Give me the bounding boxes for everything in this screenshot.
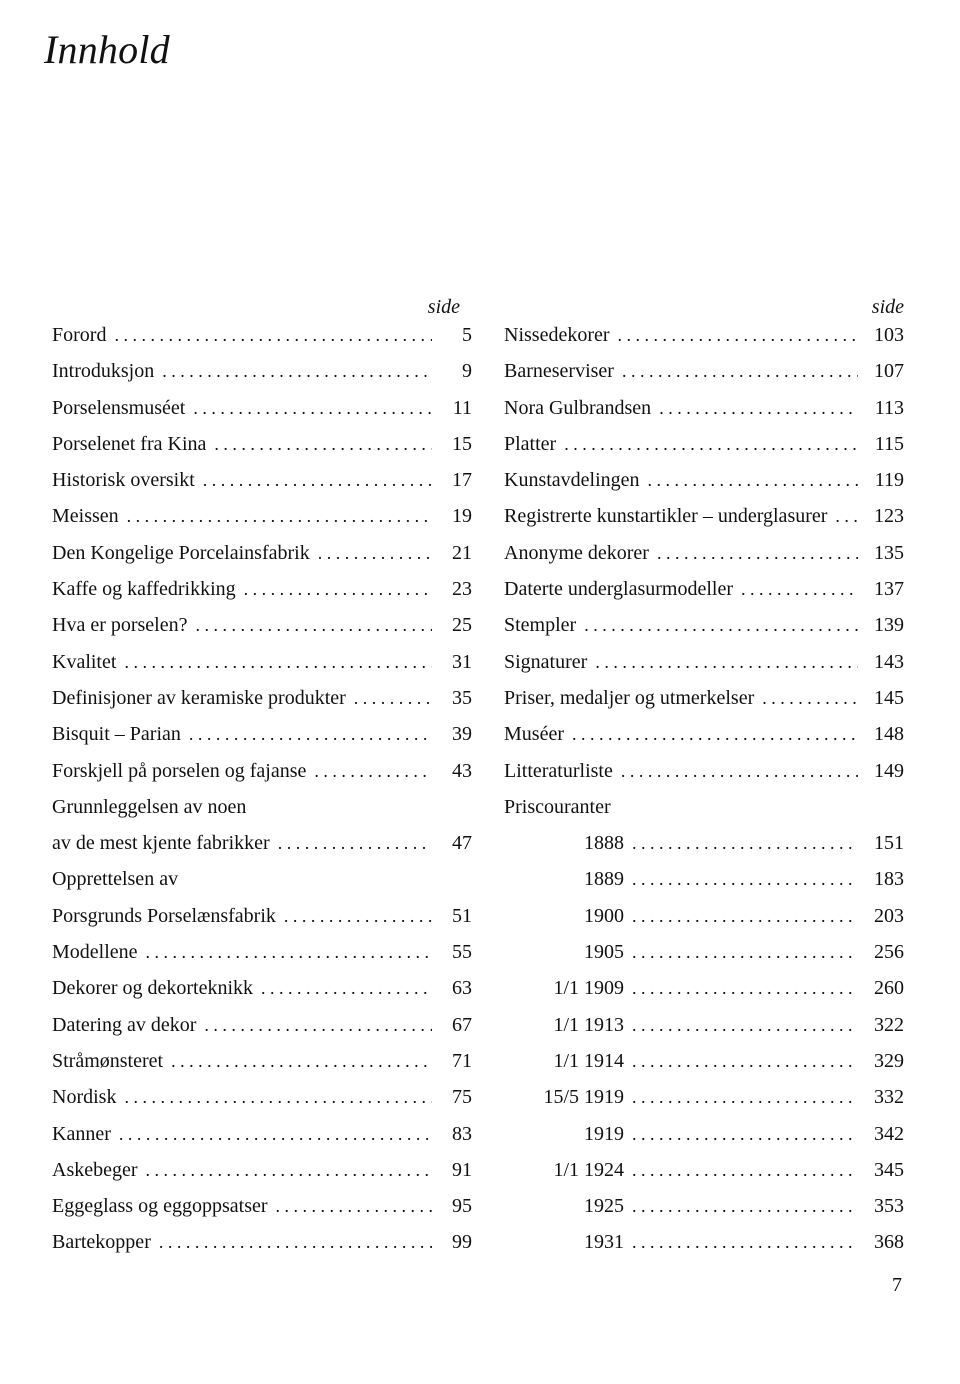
toc-entry-title: Eggeglass og eggoppsatser: [52, 1195, 268, 1218]
toc-entry-page: 256: [874, 941, 904, 964]
toc-entry-page: 329: [874, 1049, 904, 1072]
toc-entry: [52, 941, 472, 977]
toc-leader-dots: [214, 434, 432, 455]
toc-entry: [52, 868, 472, 904]
toc-entry: [504, 723, 904, 759]
toc-entry-page: 75: [452, 1086, 472, 1109]
priscourant-entry: [504, 905, 904, 941]
toc-entry-title: Porselensmuséet: [52, 396, 186, 419]
toc-entry-title: Kvalitet: [52, 650, 117, 673]
toc-entry-title: Registrerte kunstartikler – underglasurer: [504, 505, 828, 528]
toc-entry: [52, 469, 472, 505]
toc-entry: [52, 1014, 472, 1050]
toc-entry-page: 345: [874, 1158, 904, 1181]
toc-entry-title: Porsgrunds Porselænsfabrik: [52, 904, 276, 927]
toc-entry: [504, 614, 904, 650]
toc-entry-page: 368: [874, 1231, 904, 1254]
toc-entry-page: 107: [874, 360, 904, 383]
priscourant-entry: [504, 977, 904, 1013]
toc-entry-page: 113: [874, 396, 904, 419]
toc-leader-dots: [632, 1087, 858, 1108]
toc-right-column: [504, 296, 904, 1268]
toc-left-column: [52, 296, 472, 1268]
toc-entry-page: 99: [452, 1231, 472, 1254]
toc-entry-title: 1919: [584, 1122, 624, 1145]
toc-entry-title: Grunnleggelsen av noen: [52, 795, 247, 818]
side-label-right: side: [871, 296, 904, 318]
toc-entry: [52, 796, 472, 832]
toc-leader-dots: [127, 506, 432, 527]
toc-leader-dots: [124, 652, 432, 673]
toc-entry: [52, 687, 472, 723]
toc-entry-page: 149: [874, 759, 904, 782]
toc-entry-title: 1/1 1914: [553, 1049, 624, 1072]
priscourant-entry: [504, 941, 904, 977]
toc-leader-dots: [314, 761, 432, 782]
toc-entry-page: 123: [874, 505, 904, 528]
toc-entry-title: Dekorer og dekorteknikk: [52, 977, 254, 1000]
toc-entry-title: Introduksjon: [52, 360, 155, 383]
toc-leader-dots: [284, 906, 432, 927]
toc-entry: [52, 505, 472, 541]
priscourant-entry: [504, 1195, 904, 1231]
toc-entry-title: Signaturer: [504, 650, 588, 673]
toc-entry-title: 1/1 1913: [553, 1013, 624, 1036]
toc-entry-title: Hva er porselen?: [52, 614, 188, 637]
toc-entry-title: Forord: [52, 324, 107, 346]
toc-entry-title: Platter: [504, 432, 557, 455]
toc-entry: [52, 977, 472, 1013]
toc-leader-dots: [632, 1160, 858, 1181]
toc-leader-dots: [835, 506, 858, 527]
toc-entry-title: Priscouranter: [504, 795, 611, 818]
toc-leader-dots: [119, 1124, 432, 1145]
toc-entry-title: Porselenet fra Kina: [52, 432, 207, 455]
toc-entry: [504, 469, 904, 505]
toc-entry: [52, 542, 472, 578]
toc-entry-page: 103: [874, 324, 904, 346]
toc-entry-page: 145: [874, 686, 904, 709]
toc-entry-page: 135: [874, 541, 904, 564]
priscourant-entry: [504, 1014, 904, 1050]
toc-entry-page: 5: [462, 324, 472, 346]
toc-entry-page: 91: [452, 1158, 472, 1181]
toc-leader-dots: [621, 761, 858, 782]
toc-entry: [52, 360, 472, 396]
toc-entry-title: 1925: [584, 1195, 624, 1218]
toc-entry-title: Nordisk: [52, 1086, 117, 1109]
toc-leader-dots: [204, 1015, 432, 1036]
toc-leader-dots: [114, 325, 432, 346]
toc-entry-title: 1/1 1909: [553, 977, 624, 1000]
toc-leader-dots: [261, 978, 432, 999]
toc-entry: [504, 324, 904, 360]
toc-entry-page: 71: [452, 1049, 472, 1072]
toc-leader-dots: [196, 615, 433, 636]
toc-leader-dots: [762, 688, 858, 709]
toc-leader-dots: [622, 361, 858, 382]
toc-entry-title: Askebeger: [52, 1158, 138, 1181]
toc-entry-page: 31: [452, 650, 472, 673]
toc-entry-title: 1900: [584, 904, 624, 927]
toc-entry-page: 148: [874, 723, 904, 746]
toc-leader-dots: [632, 942, 858, 963]
toc-entry-page: 139: [874, 614, 904, 637]
toc-entry-title: Anonyme dekorer: [504, 541, 649, 564]
toc-entry: [504, 433, 904, 469]
toc-entry-page: 83: [452, 1122, 472, 1145]
toc-entry-title: Kunstavdelingen: [504, 469, 640, 492]
toc-leader-dots: [618, 325, 858, 346]
toc-entry-page: 151: [874, 832, 904, 855]
toc-entry: [52, 832, 472, 868]
toc-leader-dots: [741, 579, 858, 600]
side-label-left: side: [427, 296, 460, 318]
toc-leader-dots: [648, 470, 858, 491]
toc-entry-page: 15: [452, 432, 472, 455]
toc-leader-dots: [193, 398, 432, 419]
toc-entry-page: 63: [452, 977, 472, 1000]
toc-entry: [52, 397, 472, 433]
toc-entry-page: 55: [452, 941, 472, 964]
priscouranter-list: [504, 832, 904, 1268]
toc-right-list: [504, 324, 904, 832]
toc-leader-dots: [632, 978, 858, 999]
toc-leader-dots: [572, 724, 858, 745]
priscourant-entry: [504, 1123, 904, 1159]
toc-leader-dots: [244, 579, 432, 600]
toc-entry: [504, 360, 904, 396]
toc-leader-dots: [632, 1196, 858, 1217]
toc-entry-title: Daterte underglasurmodeller: [504, 578, 733, 601]
toc-leader-dots: [146, 942, 432, 963]
toc-entry: [504, 542, 904, 578]
toc-entry-page: 25: [452, 614, 472, 637]
toc-entry-page: 17: [452, 469, 472, 492]
toc-entry-title: Kaffe og kaffedrikking: [52, 578, 236, 601]
toc-entry-title: Nissedekorer: [504, 324, 610, 346]
toc-entry: [504, 578, 904, 614]
toc-entry-page: 9: [462, 360, 472, 383]
toc-leader-dots: [659, 398, 858, 419]
toc-entry-page: 143: [874, 650, 904, 673]
priscourant-entry: [504, 1231, 904, 1267]
toc-entry: [52, 760, 472, 796]
toc-entry-title: Opprettelsen av: [52, 868, 179, 891]
toc-leader-dots: [318, 543, 432, 564]
priscourant-entry: [504, 1159, 904, 1195]
toc-entry-title: Litteraturliste: [504, 759, 613, 782]
toc-entry: [52, 1159, 472, 1195]
toc-leader-dots: [632, 833, 858, 854]
toc-leader-dots: [159, 1232, 432, 1253]
toc-entry-page: 23: [452, 578, 472, 601]
toc-leader-dots: [595, 652, 858, 673]
toc-leader-dots: [278, 833, 432, 854]
toc-entry-page: 67: [452, 1013, 472, 1036]
toc-entry-page: 11: [452, 396, 472, 419]
toc-entry-page: 353: [874, 1195, 904, 1218]
toc-entry-title: Nora Gulbrandsen: [504, 396, 652, 419]
priscourant-entry: [504, 1050, 904, 1086]
toc-entry-page: 51: [452, 904, 472, 927]
toc-entry-page: 342: [874, 1122, 904, 1145]
toc-entry-page: 19: [452, 505, 472, 528]
toc-entry-title: Den Kongelige Porcelainsfabrik: [52, 541, 310, 564]
toc-entry: [504, 505, 904, 541]
toc-entry: [504, 687, 904, 723]
toc-entry-page: 115: [874, 432, 904, 455]
toc-entry-page: 35: [452, 686, 472, 709]
toc-entry: [52, 324, 472, 360]
toc-entry-title: av de mest kjente fabrikker: [52, 832, 270, 855]
toc-leader-dots: [632, 1015, 858, 1036]
toc-entry-page: 137: [874, 578, 904, 601]
toc-entry-title: Kanner: [52, 1122, 111, 1145]
toc-leader-dots: [124, 1087, 432, 1108]
toc-entry-page: 203: [874, 904, 904, 927]
toc-entry: [504, 796, 904, 832]
toc-entry-page: 119: [874, 469, 904, 492]
toc-entry: [52, 578, 472, 614]
toc-leader-dots: [632, 1124, 858, 1145]
toc-leader-dots: [564, 434, 858, 455]
toc-leader-dots: [632, 1232, 858, 1253]
toc-entry-title: Muséer: [504, 723, 564, 746]
toc-entry-title: Priser, medaljer og utmerkelser: [504, 686, 755, 709]
toc-entry-title: Meissen: [52, 505, 119, 528]
toc-entry: [52, 1123, 472, 1159]
toc-entry: [52, 651, 472, 687]
toc-entry: [52, 1231, 472, 1267]
toc-entry-title: 1905: [584, 941, 624, 964]
page-title: Innhold: [44, 27, 170, 72]
toc-leader-dots: [171, 1051, 432, 1072]
toc-entry: [504, 760, 904, 796]
toc-entry-page: 183: [874, 868, 904, 891]
toc-entry-page: 21: [452, 541, 472, 564]
toc-entry: [504, 397, 904, 433]
toc-leader-dots: [146, 1160, 432, 1181]
toc-entry-page: 95: [452, 1195, 472, 1218]
toc-entry: [52, 433, 472, 469]
toc-entry-page: 322: [874, 1013, 904, 1036]
page-number: 7: [892, 1274, 902, 1296]
toc-entry-title: 1/1 1924: [553, 1158, 624, 1181]
toc-entry-title: Definisjoner av keramiske produkter: [52, 686, 346, 709]
toc-entry-page: 332: [874, 1086, 904, 1109]
toc-entry-title: 15/5 1919: [543, 1086, 624, 1109]
toc-entry: [52, 1086, 472, 1122]
toc-entry: [52, 723, 472, 759]
toc-entry-page: 260: [874, 977, 904, 1000]
toc-entry-title: Barneserviser: [504, 360, 614, 383]
toc-entry-page: 43: [452, 759, 472, 782]
toc-leader-dots: [189, 724, 432, 745]
toc-entry-title: Datering av dekor: [52, 1013, 197, 1036]
toc-entry-title: 1888: [584, 832, 624, 855]
toc-entry-page: 47: [452, 832, 472, 855]
toc-leader-dots: [276, 1196, 432, 1217]
toc-leader-dots: [584, 615, 858, 636]
priscourant-entry: [504, 1086, 904, 1122]
toc-leader-dots: [203, 470, 432, 491]
toc-entry-title: Bartekopper: [52, 1231, 151, 1254]
toc-leader-dots: [162, 361, 432, 382]
toc-leader-dots: [632, 906, 858, 927]
toc-entry-title: Historisk oversikt: [52, 469, 195, 492]
toc-entry-title: Bisquit – Parian: [52, 723, 181, 746]
toc-entry: [52, 1195, 472, 1231]
toc-entry-title: Stempler: [504, 614, 577, 637]
toc-entry: [52, 905, 472, 941]
toc-leader-dots: [632, 1051, 858, 1072]
toc-entry: [504, 651, 904, 687]
toc-entry: [52, 1050, 472, 1086]
toc-entry-title: Modellene: [52, 941, 138, 964]
toc-entry-title: Stråmønsteret: [52, 1049, 164, 1072]
toc-left-list: [52, 324, 472, 1268]
toc-entry-title: 1931: [584, 1231, 624, 1254]
toc-entry: [52, 614, 472, 650]
toc-entry-title: 1889: [584, 868, 624, 891]
toc-entry-title: Forskjell på porselen og fajanse: [52, 759, 307, 782]
toc-leader-dots: [632, 869, 858, 890]
toc-entry-page: 39: [452, 723, 472, 746]
priscourant-entry: [504, 832, 904, 868]
toc-leader-dots: [354, 688, 432, 709]
toc-leader-dots: [657, 543, 858, 564]
priscourant-entry: [504, 868, 904, 904]
